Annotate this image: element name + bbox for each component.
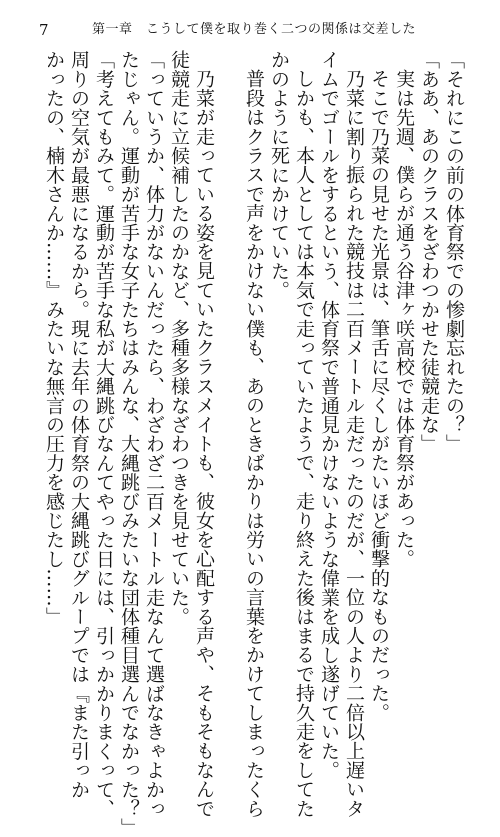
text-line: そこで乃菜の見せた光景は、筆舌に尽くしがたいほど衝撃的なものだった。: [368, 69, 390, 722]
text-line: 普段はクラスで声をかけない僕も、あのときばかりは労いの言葉をかけてしまったくら: [243, 69, 265, 818]
page-number: 7: [39, 21, 49, 39]
text-line: かったの、楠木さんか……』みたいな無言の圧力を感じたし……」: [43, 50, 65, 626]
page-header: [0, 20, 500, 40]
text-line: 「っていうか、体力がないんだったら、わざわざ二百メートル走なんて選ばなきゃよかっ: [143, 50, 165, 818]
blank-line: [216, 50, 241, 678]
text-line: 実は先週、僕らが通う谷津ヶ咲高校では体育祭があった。: [393, 69, 415, 569]
text-line: 「考えてもみて。運動が苦手な私が大縄跳びなんてやった日には、引っかかりまくって、: [93, 50, 115, 818]
text-line: 乃菜に割り振られた競技は二百メートル走だったのだが、一位の人より二倍以上遅いタ: [343, 69, 365, 818]
vertical-body-text: [34, 50, 466, 837]
text-line: 「それにこの前の体育祭での惨劇忘れたの？」: [443, 50, 465, 454]
text-line: 乃菜が走っている姿を見ていたクラスメイトも、彼女を心配する声や、そもそもなんで: [193, 69, 215, 818]
text-line: イムでゴールをするという、体育祭で普通見かけないような偉業を成し遂げていた。: [318, 50, 340, 780]
text-line: しかも、本人としては本気で走っていたようで、走り終えた後はまるで持久走をしてた: [293, 69, 315, 818]
running-head: 第一章 こうして僕を取り巻く二つの関係は交差した: [92, 22, 417, 37]
text-line: 周りの空気が最悪になるから。現に去年の体育祭の大縄跳びグループでは『また引っか: [68, 50, 90, 799]
text-line: たじゃん。運動が苦手な女子たちはみんな、大縄跳びみたいな団体種目選んでなかった？」: [118, 50, 140, 837]
text-line: かのように死にかけていた。: [268, 50, 290, 300]
text-line: 「ああ、あのクラスをざわつかせた徒競走な」: [418, 50, 440, 454]
text-line: 徒競走に立候補したのかなど、多種多様なざわつきを見せていた。: [168, 50, 190, 626]
